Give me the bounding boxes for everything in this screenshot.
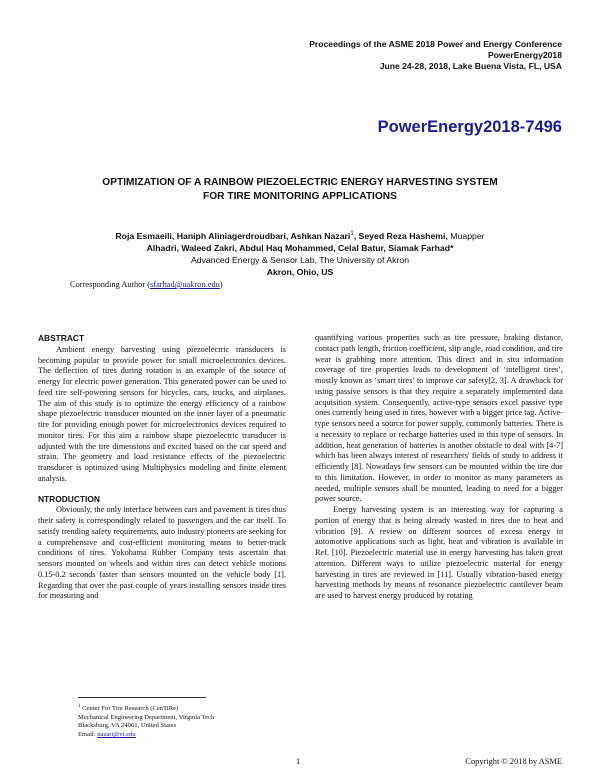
corresponding-email-link[interactable]: sfarhad@uakron.edu xyxy=(150,280,220,289)
right-column xyxy=(315,333,563,602)
conference-dates-location: June 24-28, 2018, Lake Buena Vista, FL, USA xyxy=(379,61,562,71)
introduction-text: Obviously, the only interface between cars and pavement is tires thus their safety is correspondingly related to passengers and the car itself. To satisfy trending safety requirements, auto industry pioneers are seeking for a comprehensive and cost-efficient monitoring means to better-track conditions of tires. Yokohama Rubber Company tests ascertain that sensors mounted on wheels and within tires can detect vehicle motions 0.15-0.2 seconds faster than sensors mounted on the vehicle body [1]. Regarding that over the past couple of years installing sensors inside tires for measuring and xyxy=(38,505,286,601)
author-line-1 xyxy=(40,228,560,242)
author-names-bold: Roja Esmaeili, Haniph Aliniagerdroudbari, Ashkan Nazari xyxy=(115,230,351,241)
copyright: Copyright © 2018 by ASME xyxy=(465,757,562,766)
paper-id: PowerEnergy2018-7496 xyxy=(377,118,562,136)
author-line-2: Alhadri, Waleed Zakri, Abdul Haq Mohammed, Celal Batur, Siamak Farhad* xyxy=(146,242,454,253)
body-paragraph-2: Energy harvesting system is an interesting way for capturing a portion of energy that is being already wasted in tires due to heat and vibration [9]. A review on different sources of excess energy in automotive applications such as light, heat and vibration is available in Ref. [10]. Piezoelectric material use in energy harvesting has taken great attention. Different ways to utilize piezoelectric material for energy harvesting in tires are reviewed in [11]. Usually vibration-based energy harvesting methods by means of resonance piezoelectric cantilever beam are used to harvest energy produced by rotating xyxy=(315,505,563,600)
footnote-email: Email: nazari@vt.edu xyxy=(78,730,136,738)
introduction-heading: NTRODUCTION xyxy=(38,493,100,504)
footnote-line-2: Mechanical Engineering Department, Virginia Tech xyxy=(78,713,215,721)
abstract-heading: ABSTRACT xyxy=(38,333,85,343)
affiliation: Advanced Energy & Sensor Lab, The University of Akron xyxy=(190,254,410,265)
author-footnote-marker: 1 xyxy=(350,231,354,237)
conference-header xyxy=(309,39,562,72)
author-block xyxy=(40,228,560,278)
footnote xyxy=(78,703,214,740)
author-names-bold-2: , Seyed Reza Hashemi, xyxy=(353,230,448,241)
title-line-1: OPTIMIZATION OF A RAINBOW PIEZOELECTRIC ENERGY HARVESTING SYSTEM xyxy=(102,177,498,188)
body-paragraph-1: quantifying various properties such as tire pressure, braking distance, contact path length, friction coefficient, slip angle, road condition, and tire wear is grabbing more attention. This direct and in situ information coverage of tire properties leads to development of ‘intelligent tires’, mostly known as ‘smart tires’ to improve car safety[2, 3]. A drawback for using passive sensors is that they require a separately implemented data acquisition system. Consequently, active-type sensors excel passive type ones currently being used in tires, however with a bigger price tag. Active-type sensors need a source for power supply, commonly batteries. There is a necessity to replace or recharge batteries used in this type of sensors. In addition, heat generation of batteries is another obstacle to deal with [4-7] which has been always interest of researchers' fields of study to address it efficiently [8]. Nowadays few sensors can be mounted within the tire due to this limitation. However, in order to monitor as many parameters as needed, multiple sensors shall be mounted, leading to need for a bigger power source. xyxy=(315,333,563,504)
left-column xyxy=(38,333,286,602)
conference-short-name: PowerEnergy2018 xyxy=(487,50,562,60)
footnote-line-3: Blacksburg, VA 24061, United States xyxy=(78,722,177,730)
title-line-2: FOR TIRE MONITORING APPLICATIONS xyxy=(203,191,397,202)
footnote-email-link[interactable]: nazari@vt.edu xyxy=(97,730,136,738)
author-names-plain: Muapper xyxy=(447,230,485,241)
footnote-divider xyxy=(78,697,206,698)
page-number: 1 xyxy=(296,757,301,766)
conference-name: Proceedings of the ASME 2018 Power and Energy Conference xyxy=(309,39,562,49)
footnote-line-1: $^1$ Center For Tire Research (CenTiRe) xyxy=(78,704,179,713)
corresponding-author: Corresponding Author (sfarhad@uakron.edu) xyxy=(70,280,223,289)
paper-title xyxy=(40,176,560,204)
abstract-text: Ambient energy harvesting using piezoelectric transducers is becoming popular to provide power for small microelectronics devices. The deflection of tires during rotation is an example of the source of energy for electric power generation. This generated power can be used to feed tire self-powering sensors for bicycles, cars, trucks, and airplanes. The aim of this study is to optimize the energy efficiency of a rainbow shape piezoelectric transducer mounted on the inner layer of a pneumatic tire for providing enough power for microelectronics devices required to monitor tires. For this aim a rainbow shape piezoelectric transducer is adjusted with the tire dimensions and excited based on the car speed and strain. The geometry and load resistance effects of the piezoelectric transducer is optimized using Multiphysics modeling and finite element analysis. xyxy=(38,344,286,483)
affiliation-location: Akron, Ohio, US xyxy=(266,266,334,277)
